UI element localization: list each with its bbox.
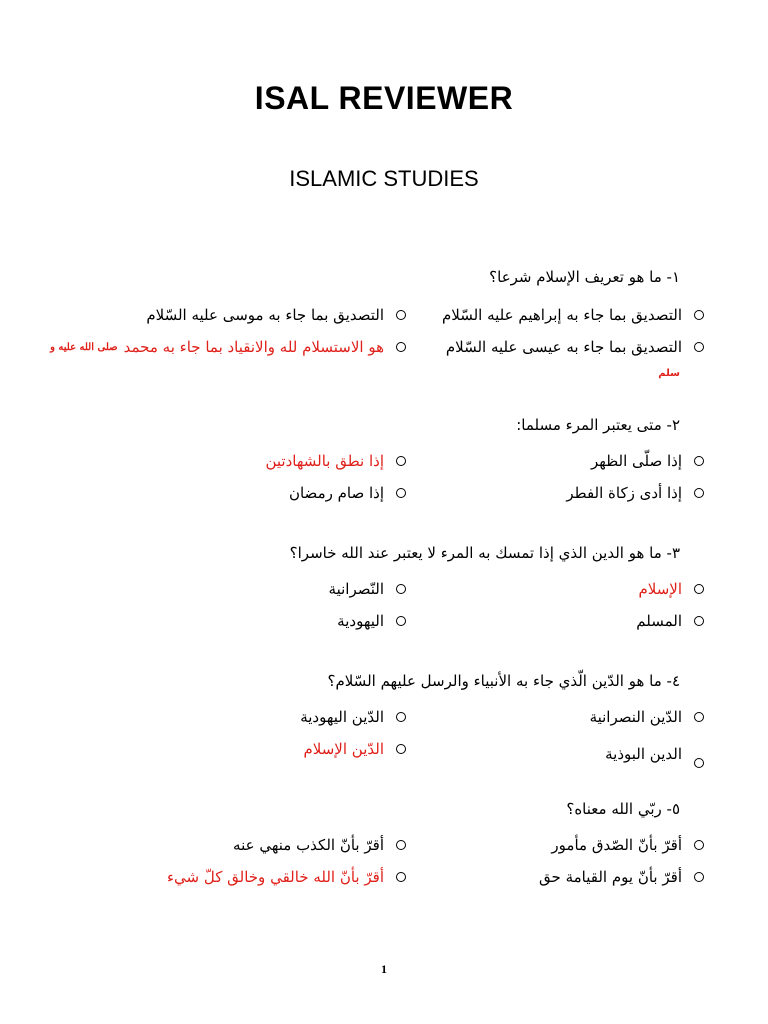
- option-3-1[interactable]: [638, 580, 704, 598]
- question-text: ٤- ما هو الدّين الّذي جاء به الأنبياء والرسل عليهم السّلام؟: [327, 672, 680, 690]
- radio-bullet-icon[interactable]: [694, 342, 704, 352]
- radio-bullet-icon[interactable]: [694, 488, 704, 498]
- document-subtitle: ISLAMIC STUDIES: [289, 166, 479, 191]
- option-label: النّصرانية: [328, 580, 384, 598]
- radio-bullet-icon[interactable]: [396, 456, 406, 466]
- option-label: الدين البوذية: [605, 745, 682, 763]
- radio-bullet-icon[interactable]: [396, 310, 406, 320]
- question-text: ٣- ما هو الدين الذي إذا تمسك به المرء لا يعتبر عند الله خاسرا؟: [289, 544, 680, 562]
- option-label: إذا أدى زكاة الفطر: [566, 484, 682, 502]
- option-label: التصديق بما جاء به عيسى عليه السّلام: [445, 338, 682, 356]
- option-4-3[interactable]: [605, 740, 704, 768]
- question-3: [290, 544, 680, 562]
- option-5-3[interactable]: [539, 868, 704, 886]
- option-2-4[interactable]: [289, 484, 406, 502]
- radio-bullet-icon[interactable]: [396, 616, 406, 626]
- radio-bullet-icon[interactable]: [396, 744, 406, 754]
- option-4-1[interactable]: [590, 708, 704, 726]
- radio-bullet-icon[interactable]: [694, 872, 704, 882]
- option-4-4[interactable]: [303, 740, 406, 758]
- option-3-3[interactable]: [636, 612, 704, 630]
- option-label: الإسلام: [638, 580, 682, 598]
- option-5-2[interactable]: [233, 836, 406, 854]
- question-4: [327, 672, 680, 690]
- option-2-1[interactable]: [591, 452, 704, 470]
- radio-bullet-icon[interactable]: [694, 840, 704, 850]
- option-1-3[interactable]: [446, 338, 704, 356]
- question-2: [516, 416, 680, 434]
- option-3-2[interactable]: [329, 580, 406, 598]
- option-1-4-continuation: سلم: [658, 368, 680, 379]
- question-1: [489, 268, 680, 286]
- option-label: أقرّ بأنّ الله خالقي وخالق كلّ شيء: [166, 868, 384, 886]
- option-2-2[interactable]: [265, 452, 406, 470]
- question-5: [566, 800, 680, 818]
- option-label: أقرّ بأنّ الصّدق مأمور: [551, 836, 682, 854]
- option-1-4[interactable]: [50, 338, 406, 356]
- option-label: أقرّ بأنّ يوم القيامة حق: [539, 868, 682, 886]
- option-label: هو الاستسلام لله والانقياد بما جاء به محمد: [123, 338, 384, 356]
- option-label: المسلم: [636, 612, 682, 630]
- radio-bullet-icon[interactable]: [396, 584, 406, 594]
- option-label: الدّين اليهودية: [300, 708, 384, 726]
- option-5-1[interactable]: [551, 836, 704, 854]
- radio-bullet-icon[interactable]: [396, 488, 406, 498]
- option-5-4[interactable]: [167, 868, 406, 886]
- option-label: اليهودية: [337, 612, 384, 630]
- radio-bullet-icon[interactable]: [694, 584, 704, 594]
- option-label: التصديق بما جاء به إبراهيم عليه السّلام: [441, 306, 682, 324]
- option-label: التصديق بما جاء به موسى عليه السّلام: [146, 306, 384, 324]
- option-label: إذا نطق بالشهادتين: [265, 452, 384, 470]
- option-label: الدّين الإسلام: [303, 740, 384, 758]
- question-text: ٢- متى يعتبر المرء مسلما:: [516, 416, 680, 434]
- radio-bullet-icon[interactable]: [396, 342, 406, 352]
- radio-bullet-icon[interactable]: [694, 616, 704, 626]
- radio-bullet-icon[interactable]: [694, 456, 704, 466]
- option-label: إذا صلّى الظهر: [591, 452, 682, 470]
- option-label: أقرّ بأنّ الكذب منهي عنه: [233, 836, 384, 854]
- question-text: ٥- ربّي الله معناه؟: [566, 800, 680, 818]
- option-label-suffix: صلى الله عليه و: [50, 341, 118, 353]
- radio-bullet-icon[interactable]: [396, 712, 406, 722]
- question-text: ١- ما هو تعريف الإسلام شرعا؟: [489, 268, 680, 286]
- option-2-3[interactable]: [566, 484, 704, 502]
- option-label: الدّين النصرانية: [589, 708, 682, 726]
- radio-bullet-icon[interactable]: [694, 758, 704, 768]
- document-title: ISAL REVIEWER: [254, 80, 514, 116]
- radio-bullet-icon[interactable]: [694, 310, 704, 320]
- page-number: 1: [381, 962, 387, 976]
- radio-bullet-icon[interactable]: [396, 840, 406, 850]
- option-4-2[interactable]: [300, 708, 406, 726]
- option-1-2[interactable]: [146, 306, 406, 324]
- radio-bullet-icon[interactable]: [396, 872, 406, 882]
- option-1-1[interactable]: [442, 306, 704, 324]
- option-label: إذا صام رمضان: [288, 484, 384, 502]
- radio-bullet-icon[interactable]: [694, 712, 704, 722]
- option-3-4[interactable]: [337, 612, 406, 630]
